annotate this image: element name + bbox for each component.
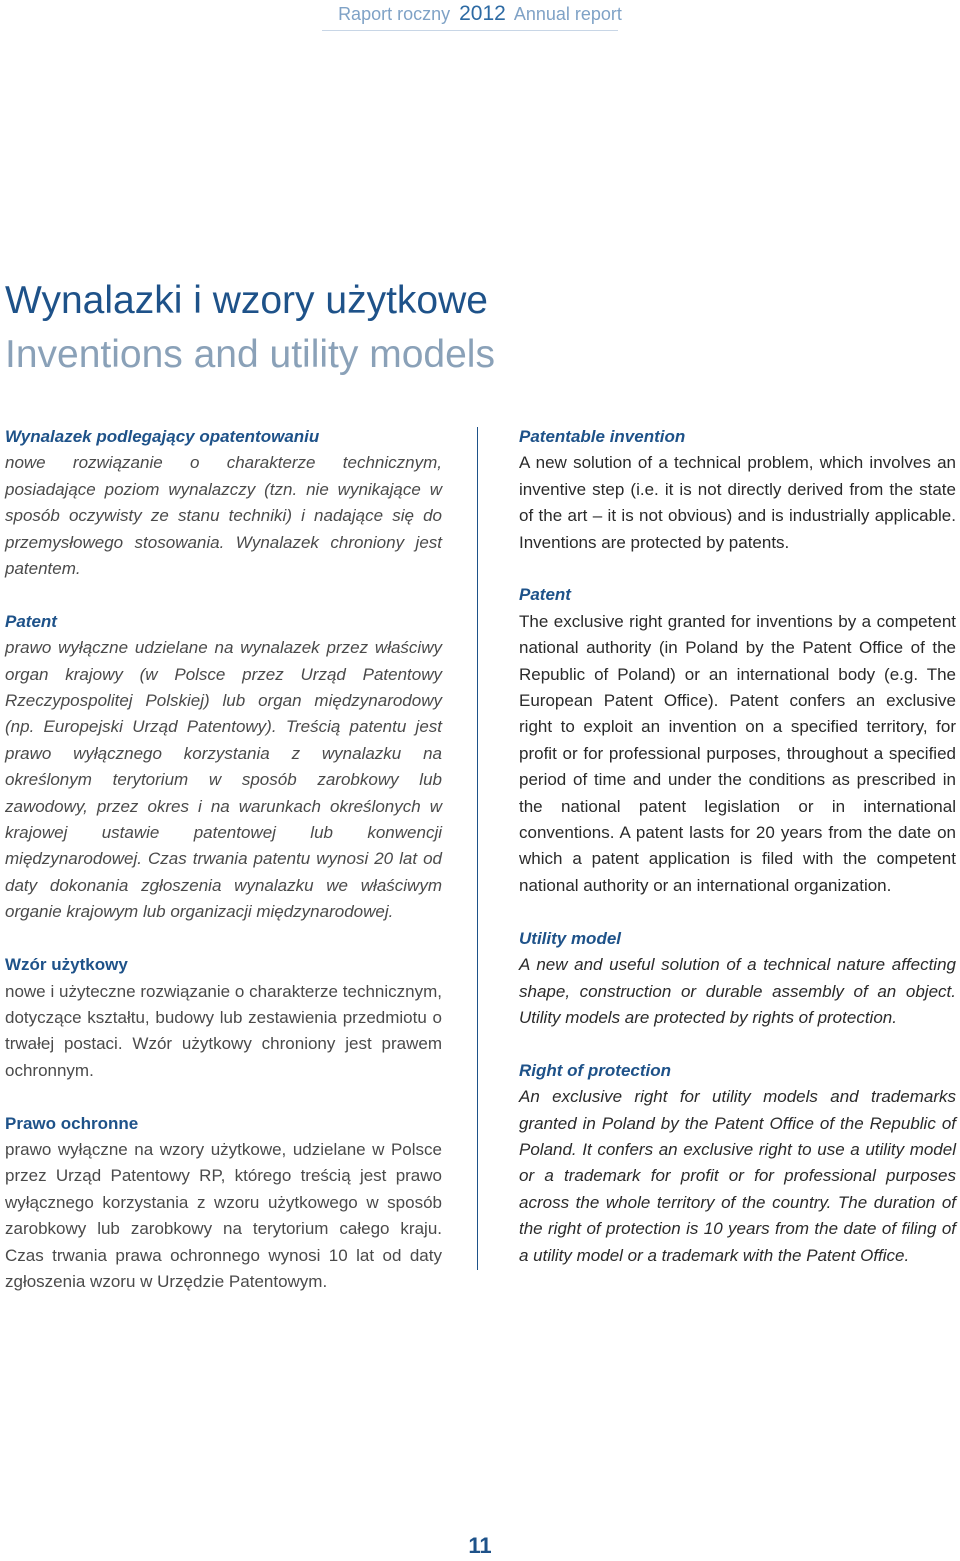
english-column: [519, 424, 956, 1295]
page-title-en: Inventions and utility models: [5, 333, 495, 376]
text-right-of-protection-en: An exclusive right for utility models and trademarks granted in Poland by the Patent Office of the Republic of Poland. It confers an exclusive right to use a utility model or a trademark for profit or for professional purposes across the whole territory of the country. The duration of the right of protection is 10 years from the date of filing of a utility model or a trademark with the Patent Office.: [519, 1087, 956, 1265]
section-right-of-protection-en: [519, 1058, 956, 1269]
text-patent-en: The exclusive right granted for inventions by a competent national authority (in Poland by the Patent Office of the Republic of Poland) or an international body (e.g. The European Patent Office). Patent confers an exclusive right to exploit an invention on a specified territory, for profit or for professional purposes, throughout a specified period of time and under the conditions as prescribed in the national patent legislation or in international conventions. A patent lasts for 20 years from the date on which a patent application is filed with the competent national authority or an international organization.: [519, 611, 956, 895]
heading-patent-en: Patent: [519, 585, 571, 605]
text-invention-en: A new solution of a technical problem, which involves an inventive step (i.e. it is not directly derived from the state of the art – it is not obvious) and is industrially applicable. Inventions are protected by patents.: [519, 453, 956, 552]
section-right-of-protection-pl: [5, 1111, 442, 1296]
heading-invention-en: Patentable invention: [519, 427, 686, 446]
page-title-pl: Wynalazki i wzory użytkowe: [5, 279, 488, 322]
header-rule: [322, 30, 618, 31]
polish-column: [5, 424, 442, 1322]
heading-right-of-protection-pl: Prawo ochronne: [5, 1113, 139, 1133]
text-right-of-protection-pl: prawo wyłączne na wzory użytkowe, udzielane w Polsce przez Urząd Patentowy RP, którego treścią jest prawo wyłącznego korzystania z wzoru użytkowego w sposób zarobkowy lub zarobkowy na terytorium całego kraju. Czas trwania prawa ochronnego wynosi 10 lat od daty zgłoszenia wzoru w Urzędzie Patentowym.: [5, 1139, 442, 1291]
heading-patent-pl: Patent: [5, 611, 57, 631]
text-utility-model-pl: nowe i użyteczne rozwiązanie o charakterze technicznym, dotyczące kształtu, budowy lub zestawienia przedmiotu o trwałej postaci. Wzór użytkowy chroniony jest prawem ochronnym.: [5, 981, 442, 1080]
text-utility-model-en: A new and useful solution of a technical nature affecting shape, construction or durable assembly of an object. Utility models are protected by rights of protection.: [519, 955, 956, 1027]
section-invention-en: [519, 424, 956, 556]
section-patent-pl: [5, 609, 442, 926]
heading-utility-model-pl: Wzór użytkowy: [5, 955, 128, 975]
running-header: [0, 2, 960, 26]
heading-invention-pl: Wynalazek podlegający opatentowaniu: [5, 427, 320, 446]
column-divider: [477, 427, 478, 1270]
section-utility-model-pl: [5, 952, 442, 1084]
page-number: 11: [468, 1533, 492, 1558]
header-year: 2012: [459, 2, 506, 25]
text-patent-pl: prawo wyłączne udzielane na wynalazek przez właściwy organ krajowy (w Polsce przez Urząd Patentowy Rzeczypospolitej Polskiej) lub organ międzynarodowy (np. Europejski Urząd Patentowy). Treścią patentu jest prawo wyłącznego korzystania z wynalazku na określonym terytorium w sposób zarobkowy lub zawodowy, przez okres i na warunkach określonych w krajowej ustawie patentowej lub konwencji międzynarodowej. Czas trwania patentu wynosi 20 lat od daty dokonania zgłoszenia wynalazku we właściwym organie krajowym lub organizacji międzynarodowej.: [5, 638, 442, 922]
section-patent-en: [519, 582, 956, 899]
section-utility-model-en: [519, 926, 956, 1032]
text-invention-pl: nowe rozwiązanie o charakterze technicznym, posiadające poziom wynalazczy (tzn. nie wynikające w sposób oczywisty ze stanu techniki) i nadające się do przemysłowego stosowania. Wynalazek chroniony jest patentem.: [5, 453, 442, 579]
section-invention-pl: [5, 424, 442, 582]
heading-utility-model-en: Utility model: [519, 928, 622, 948]
header-title-pl: Raport roczny: [338, 4, 451, 24]
header-title-en: Annual report: [513, 4, 622, 24]
heading-right-of-protection-en: Right of protection: [519, 1060, 672, 1080]
